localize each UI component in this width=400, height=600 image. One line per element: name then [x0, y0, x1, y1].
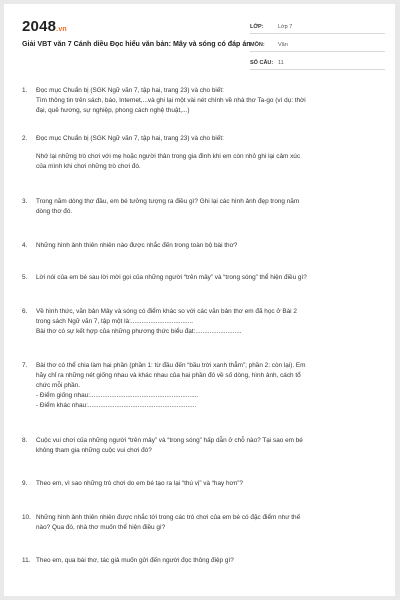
logo-text: 2048	[22, 18, 57, 35]
question-line: - Điểm giống nhau:.............................................................	[36, 392, 199, 399]
question-text	[36, 556, 382, 566]
question-line: đại, quê hương, sự nghiệp, phong cách nghệ thuật,...)	[36, 107, 190, 114]
meta-value: Văn	[278, 41, 288, 48]
question-line: Theo em, qua bài thơ, tác giả muốn gửi đến người đọc thông điệp gì?	[36, 557, 234, 564]
meta-value: 11	[278, 59, 284, 66]
worksheet-page	[4, 4, 395, 596]
logo-suffix: .vn	[56, 26, 67, 33]
question-line: - Điểm khác nhau:.............................................................	[36, 402, 197, 409]
question-line: Bài thơ có thể chia làm hai phần (phần 1: từ đầu đến “bầu trời xanh thẳm”; phần 2: còn lại). Em	[36, 362, 306, 369]
question-number: 5.	[22, 274, 28, 281]
question-item	[22, 307, 382, 337]
question-line: trong sách Ngữ văn 7, tập một là:...................................	[36, 318, 194, 325]
question-line: dòng thơ đó.	[36, 208, 73, 215]
question-text	[36, 86, 382, 116]
question-item	[22, 197, 382, 217]
question-text	[36, 197, 382, 217]
meta-label: LỚP:	[250, 23, 264, 30]
question-number: 1.	[22, 87, 28, 94]
question-list	[22, 86, 382, 566]
question-text	[36, 479, 382, 489]
question-line: Về hình thức, văn bản Mây và sóng có điểm khác so với các văn bản thơ em đã học ở Bài 2	[36, 308, 297, 315]
question-number: 2.	[22, 135, 28, 142]
question-text	[36, 134, 382, 172]
question-number: 11.	[22, 557, 31, 564]
document-title: Giải VBT văn 7 Cánh diều Đọc hiểu văn bản: Mây và sóng có đáp án	[22, 40, 251, 48]
question-text	[36, 436, 382, 456]
question-line: chức mỗi phần.	[36, 382, 81, 389]
question-line: Nhớ lại những trò chơi với mẹ hoặc người thân trong gia đình khi em còn nhỏ ghi lại cảm xúc	[36, 153, 301, 160]
question-line: của mình khi chơi những trò chơi đó.	[36, 163, 141, 170]
question-text	[36, 307, 382, 337]
question-number: 7.	[22, 362, 28, 369]
question-number: 6.	[22, 308, 28, 315]
question-line: hãy chỉ ra những nét giống nhau và khác nhau của hai phần đó về số dòng, hình ảnh, cách tổ	[36, 372, 301, 379]
question-line: nào? Qua đó, nhà thơ muốn thể hiện điều gì?	[36, 524, 166, 531]
question-number: 4.	[22, 242, 28, 249]
meta-value: Lớp 7	[278, 23, 293, 30]
question-line: Cuộc vui chơi của những người “trên mây” và “trong sóng” hấp dẫn ở chỗ nào? Tại sao em bé	[36, 437, 303, 444]
worksheet-header	[22, 20, 382, 70]
question-text	[36, 241, 382, 251]
meta-info	[250, 20, 385, 74]
question-item	[22, 479, 382, 489]
question-number: 9.	[22, 480, 28, 487]
question-line: Đọc mục Chuẩn bị (SGK Ngữ văn 7, tập hai, trang 23) và cho biết:	[36, 87, 224, 94]
question-number: 10.	[22, 514, 31, 521]
question-item	[22, 361, 382, 411]
question-line: Những hình ảnh thiên nhiên nào được nhắc đến trong toàn bộ bài thơ?	[36, 242, 238, 249]
question-line: Lời nói của em bé sau lời mời gọi của những người “trên mây” và “trong sóng” thể hiện điều gì?	[36, 274, 307, 281]
question-number: 8.	[22, 437, 28, 444]
meta-label: MÔN:	[250, 41, 265, 48]
question-item	[22, 273, 382, 283]
site-logo[interactable]	[22, 18, 67, 35]
question-line	[36, 144, 382, 152]
question-line: Bài thơ có sự kết hợp của những phương thức biểu đạt:..........................	[36, 328, 242, 335]
question-text	[36, 273, 382, 283]
question-line: Những hình ảnh thiên nhiên được nhắc tới trong các trò chơi của em bé có đặc điểm như thế	[36, 514, 301, 521]
question-item	[22, 436, 382, 456]
question-line: Đọc mục Chuẩn bị (SGK Ngữ văn 7, tập hai, trang 23) và cho biết:	[36, 135, 224, 142]
meta-row-grade	[250, 20, 385, 34]
question-item	[22, 241, 382, 251]
meta-row-count	[250, 56, 385, 70]
question-text	[36, 361, 382, 411]
question-item	[22, 134, 382, 172]
question-item	[22, 556, 382, 566]
meta-label: SỐ CÂU:	[250, 59, 274, 66]
meta-row-subject	[250, 38, 385, 52]
question-item	[22, 86, 382, 116]
question-line: Tìm thông tin trên sách, báo, Internet,...và ghi lại một vài nét chính về nhà thơ Ta-go (ví dụ: thời	[36, 97, 306, 104]
question-line: Theo em, vì sao những trò chơi do em bé tạo ra lại “thú vị” và “hay hơn”?	[36, 480, 243, 487]
question-line: không tham gia những cuộc vui chơi đó?	[36, 447, 152, 454]
question-text	[36, 513, 382, 533]
question-line: Trong năm dòng thơ đầu, em bé tưởng tượng ra điều gì? Ghi lại các hình ảnh đẹp trong năm	[36, 198, 300, 205]
question-number: 3.	[22, 198, 28, 205]
question-item	[22, 513, 382, 533]
